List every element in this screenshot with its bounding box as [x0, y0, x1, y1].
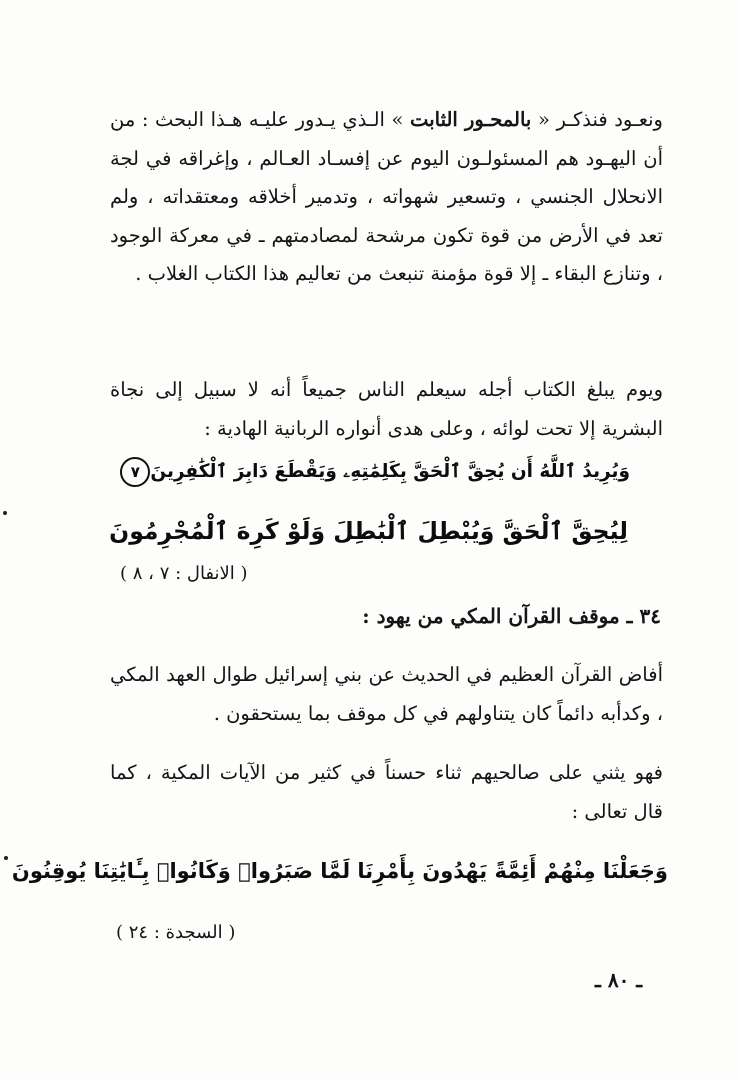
scan-speck: [4, 856, 8, 860]
ayah-end-marker: ٧: [120, 457, 150, 487]
page-number: ـ ٨٠ ـ: [595, 968, 643, 992]
section-heading: ٣٤ ـ موقف القرآن المكي من يهود :: [362, 604, 661, 628]
paragraph-intro: [110, 101, 663, 294]
quran-verse-1-line-2: لِيُحِقَّ ٱلْحَقَّ وَيُبْطِلَ ٱلْبَٰطِلَ وَلَوْ كَرِهَ ٱلْمُجْرِمُونَ: [109, 517, 628, 545]
paragraph-meccan-quran: أفاض القرآن العظيم في الحديث عن بني إسرائيل طوال العهد المكي ، وكدأبه دائماً كان يتناولهم في كل موقف بما يستحقون .: [110, 663, 663, 725]
paragraph-praise: فهو يثني على صالحيهم ثناء حسناً في كثير من الآيات المكية ، كما قال تعالى :: [110, 761, 663, 823]
verse-1-reference: ( الانفال : ٧ ، ٨ ): [120, 563, 248, 584]
paragraph-book-destiny: ويوم يبلغ الكتاب أجله سيعلم الناس جميعاً أنه لا سبيل إلى نجاة البشرية إلا تحت لوائه ، وعلى هدى أنواره الربانية الهادية :: [110, 378, 663, 440]
scan-speck: [3, 511, 7, 515]
verse-2-reference: ( السجدة : ٢٤ ): [116, 922, 236, 943]
paragraph-intro-rest: » الـذي يـدور عليـه هـذا البحث : من أن اليهـود هم المسئولـون اليوم عن إفسـاد العـالم ، وإغراقه في لجة الانحلال الجنسي ، وتسعير شهواته ، وتدمير أخلاقه ومعتقداته ، ولم تعد في الأرض من قوة تكون مرشحة لمصادمتهم ـ في معركة الوجود ، وتنازع البقاء ـ إلا قوة مؤمنة تنبعث من تعاليم هذا الكتاب الغلاب .: [110, 108, 663, 285]
paragraph-intro-lead: ونعـود فنذكـر «: [531, 108, 663, 131]
paragraph-intro-bold-phrase: بالمحـور الثابت: [410, 108, 532, 131]
quran-verse-1-line-1-text: وَيُرِيدُ ٱللَّهُ أَن يُحِقَّ ٱلْحَقَّ بِكَلِمَٰتِهِۦ وَيَقْطَعَ دَابِرَ ٱلْكَٰفِرِينَ: [150, 461, 630, 482]
quran-verse-1-line-1: [114, 457, 630, 487]
quran-verse-2: وَجَعَلْنَا مِنْهُمْ أَئِمَّةً يَهْدُونَ بِأَمْرِنَا لَمَّا صَبَرُوا۟ وَكَانُوا۟ بِـَٔايَٰتِنَا يُوقِنُونَ: [11, 859, 668, 883]
